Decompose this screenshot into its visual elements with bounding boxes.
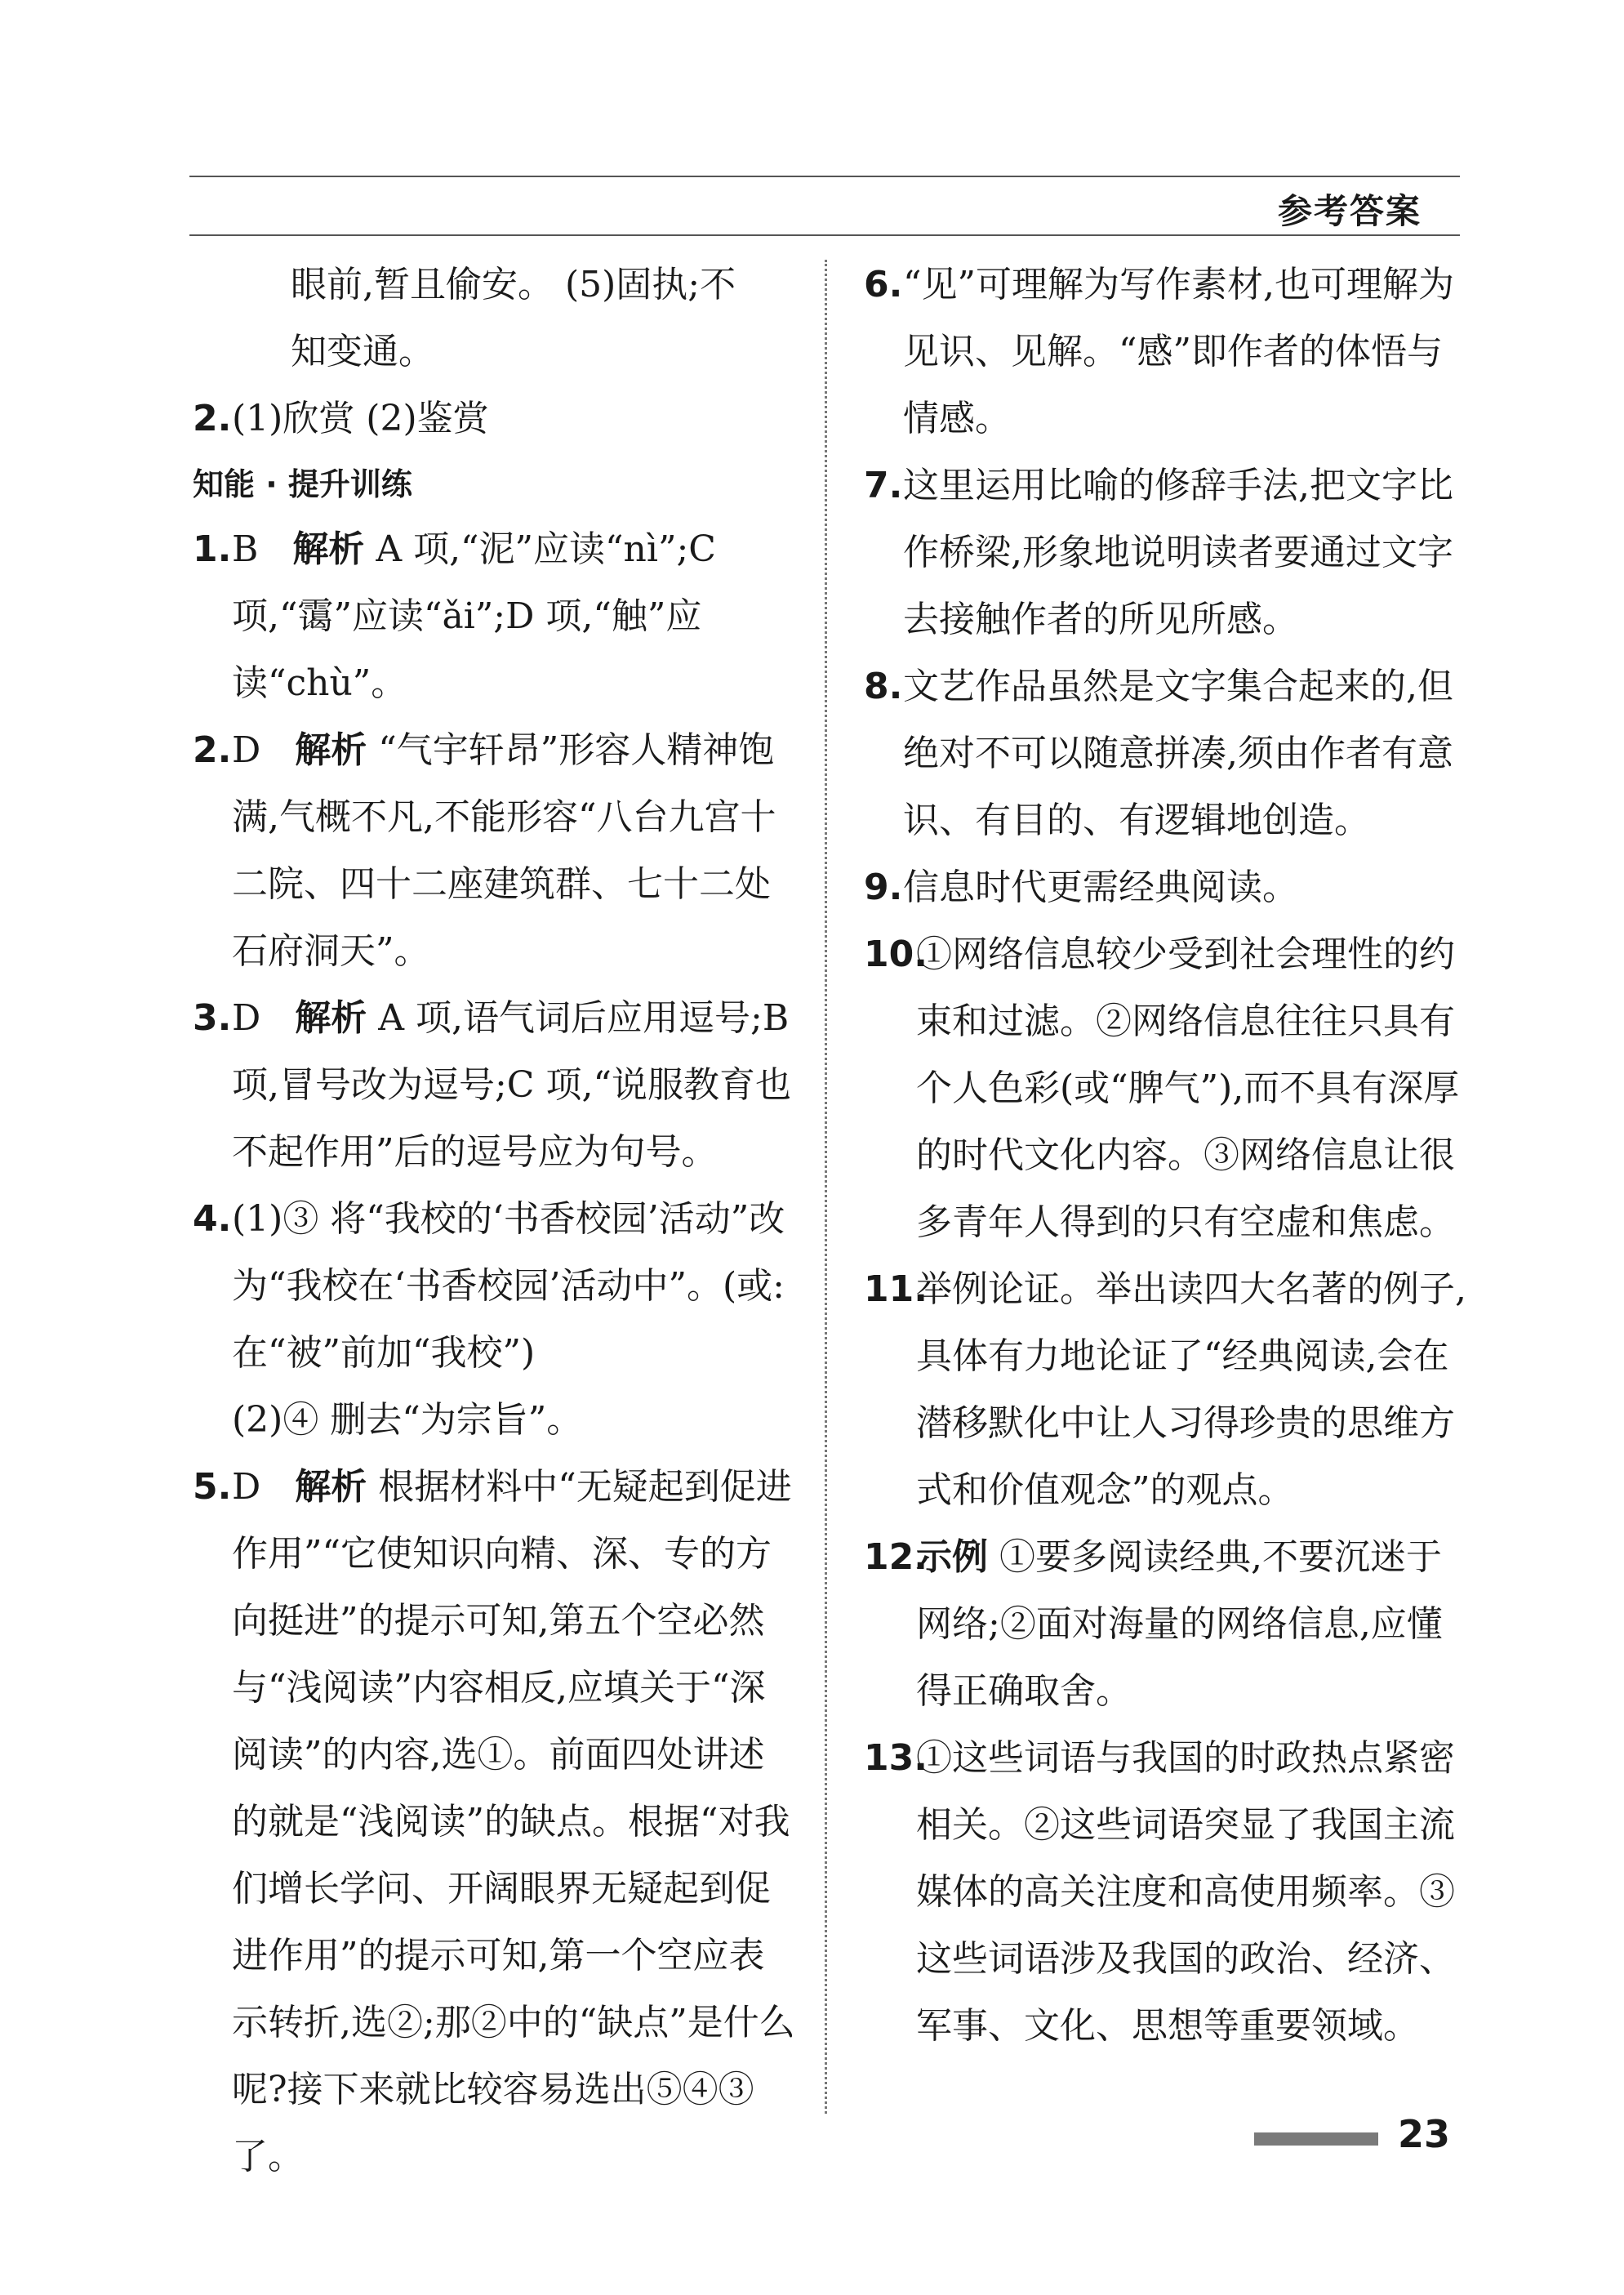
header-title: 参考答案 (1277, 191, 1422, 231)
analysis-label: 解析 (295, 997, 367, 1039)
item-number: 1. (193, 528, 232, 570)
answer-item-5 (193, 1454, 797, 2190)
left-column (193, 252, 797, 2190)
item-text: A 项,语气词后应用逗号;B 项,冒号改为逗号;C 项,“说服教育也不起作用”后的逗号应为句号。 (232, 997, 791, 1173)
example-label: 示例 (916, 1536, 988, 1578)
answer-item-1 (193, 516, 797, 717)
answer-item-9 (864, 854, 1468, 921)
answer-item-12 (864, 1524, 1468, 1725)
item-answer: D (232, 729, 261, 771)
item-text: “见”可理解为写作素材,也可理解为见识、见解。“感”即作者的体悟与情感。 (903, 264, 1454, 439)
item-number: 9. (864, 867, 903, 908)
item-text: 举例论证。举出读四大名著的例子,具体有力地论证了“经典阅读,会在潜移默化中让人习得珍贵的思维方式和价值观念”的观点。 (916, 1268, 1466, 1511)
item-text: 信息时代更需经典阅读。 (903, 867, 1298, 908)
item-number: 12. (864, 1536, 928, 1578)
item-number: 5. (193, 1466, 232, 1508)
item-text: 根据材料中“无疑起到促进作用”“它使知识向精、深、专的方向挺进”的提示可知,第五个空必然与“浅阅读”内容相反,应填关于“深阅读”的内容,选①。前面四处讲述的就是“浅阅读”的缺点。根据“对我们增长学问、开阔眼界无疑起到促进作用”的提示可知,第一个空应表示转折,选②;那②中的“缺点”是什么呢?接下来就比较容易选出⑤④③了。 (232, 1466, 795, 2177)
item-number: 11. (864, 1268, 928, 1310)
item-number: 13. (864, 1737, 928, 1779)
answer-item-10 (864, 921, 1468, 1256)
item-number: 4. (193, 1198, 232, 1240)
answer-item-4-sub: (2)④ 删去“为宗旨”。 (232, 1399, 583, 1441)
item-number: 3. (193, 997, 232, 1039)
right-column (864, 252, 1468, 2060)
item-number: 7. (864, 465, 903, 506)
answer-item-4 (193, 1186, 797, 1387)
analysis-label: 解析 (292, 528, 365, 570)
item-text: A 项,“泥”应读“nì”;C 项,“霭”应读“ǎi”;D 项,“触”应读“chù”。 (232, 528, 716, 704)
answer-item-8 (864, 653, 1468, 854)
item-number: 6. (864, 264, 903, 305)
analysis-label: 解析 (295, 1466, 367, 1508)
answer-item-2 (193, 385, 797, 452)
item-text: “气宇轩昂”形容人精神饱满,气概不凡,不能形容“八台九宫十二院、四十二座建筑群、七十二处石府洞天”。 (232, 729, 776, 972)
section-title: 知能 · 提升训练 (193, 466, 412, 502)
answer-item-2b (193, 717, 797, 985)
item-text: (1)欣赏 (2)鉴赏 (232, 398, 489, 439)
answer-item-13 (864, 1725, 1468, 2060)
item-answer: B (232, 528, 259, 570)
item-number: 2. (193, 729, 232, 771)
answer-item-3 (193, 985, 797, 1186)
answer-item-11 (864, 1256, 1468, 1524)
header-top-rule (189, 176, 1460, 177)
item-answer: D (232, 1466, 261, 1508)
continued-answer-line: 知变通。 (291, 331, 434, 372)
item-text: ①这些词语与我国的时政热点紧密相关。②这些词语突显了我国主流媒体的高关注度和高使用频率。③这些词语涉及我国的政治、经济、军事、文化、思想等重要领域。 (916, 1737, 1455, 2047)
column-divider (825, 260, 827, 2114)
item-answer: D (232, 997, 261, 1039)
item-text: 这里运用比喻的修辞手法,把文字比作桥梁,形象地说明读者要通过文字去接触作者的所见所感。 (903, 465, 1453, 640)
item-number: 10. (864, 934, 928, 975)
answer-item-7 (864, 452, 1468, 653)
answer-item-6 (864, 252, 1468, 452)
analysis-label: 解析 (295, 729, 367, 771)
item-text: (1)③ 将“我校的‘书香校园’活动”改为“我校在‘书香校园’活动中”。(或:在“被”前加“我校”) (232, 1198, 785, 1374)
item-text: ①要多阅读经典,不要沉迷于网络;②面对海量的网络信息,应懂得正确取舍。 (916, 1536, 1443, 1712)
item-number: 2. (193, 398, 232, 439)
footer-bar (1254, 2132, 1378, 2146)
item-text: ①网络信息较少受到社会理性的约束和过滤。②网络信息往往只具有个人色彩(或“脾气”),而不具有深厚的时代文化内容。③网络信息让很多青年人得到的只有空虚和焦虑。 (916, 934, 1460, 1243)
item-text: 文艺作品虽然是文字集合起来的,但绝对不可以随意拼凑,须由作者有意识、有目的、有逻辑地创造。 (903, 666, 1453, 841)
page-number: 23 (1398, 2112, 1451, 2156)
continued-answer-line: 眼前,暂且偷安。 (5)固执;不 (291, 264, 736, 305)
item-number: 8. (864, 666, 903, 707)
header-bottom-rule (189, 234, 1460, 236)
